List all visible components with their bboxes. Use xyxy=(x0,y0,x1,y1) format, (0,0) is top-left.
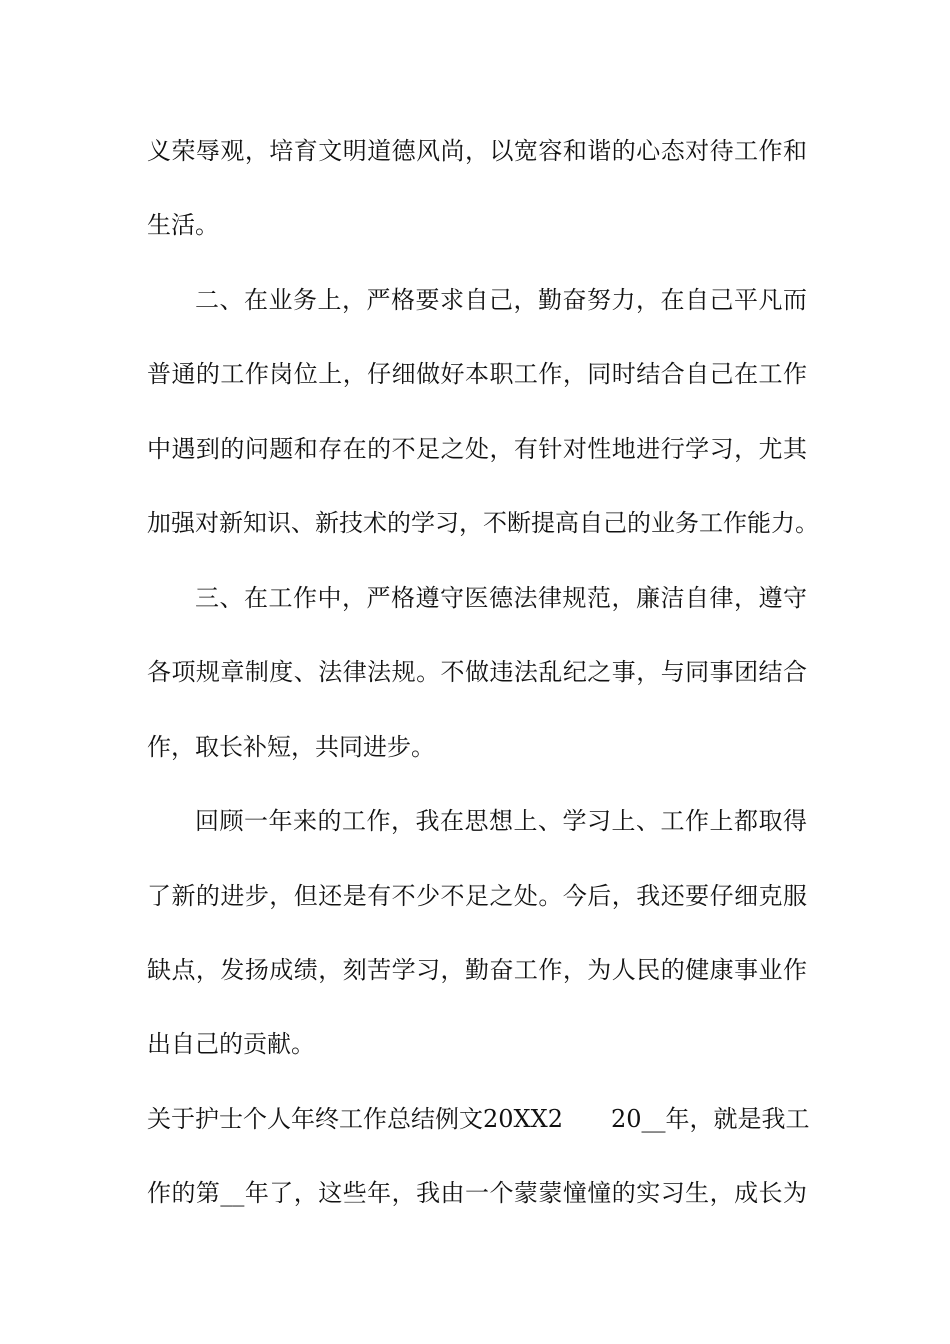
text-line-14: 关于护士个人年终工作总结例文20XX2 20__年，就是我工 xyxy=(147,1105,810,1133)
text-line-5: 中遇到的问题和存在的不足之处，有针对性地进行学习，尤其 xyxy=(147,435,807,463)
text-line-9: 作，取长补短，共同进步。 xyxy=(147,733,435,761)
text-line-13: 出自己的贡献。 xyxy=(147,1030,315,1058)
text-line-12: 缺点，发扬成绩，刻苦学习，勤奋工作，为人民的健康事业作 xyxy=(147,956,807,984)
text-line-7: 三、在工作中，严格遵守医德法律规范，廉洁自律，遵守 xyxy=(195,584,807,612)
text-line-6: 加强对新知识、新技术的学习，不断提高自己的业务工作能力。 xyxy=(147,509,819,537)
text-line-11: 了新的进步，但还是有不少不足之处。今后，我还要仔细克服 xyxy=(147,882,807,910)
text-line-8: 各项规章制度、法律法规。不做违法乱纪之事，与同事团结合 xyxy=(147,658,807,686)
text-line-1: 义荣辱观，培育文明道德风尚，以宽容和谐的心态对待工作和 xyxy=(147,137,807,165)
text-line-15: 作的第__年了，这些年，我由一个蒙蒙憧憧的实习生，成长为 xyxy=(147,1179,807,1207)
text-line-10: 回顾一年来的工作，我在思想上、学习上、工作上都取得 xyxy=(195,807,807,835)
text-line-4: 普通的工作岗位上，仔细做好本职工作，同时结合自己在工作 xyxy=(147,360,807,388)
text-line-2: 生活。 xyxy=(147,211,219,239)
text-line-3: 二、在业务上，严格要求自己，勤奋努力，在自己平凡而 xyxy=(195,286,807,314)
